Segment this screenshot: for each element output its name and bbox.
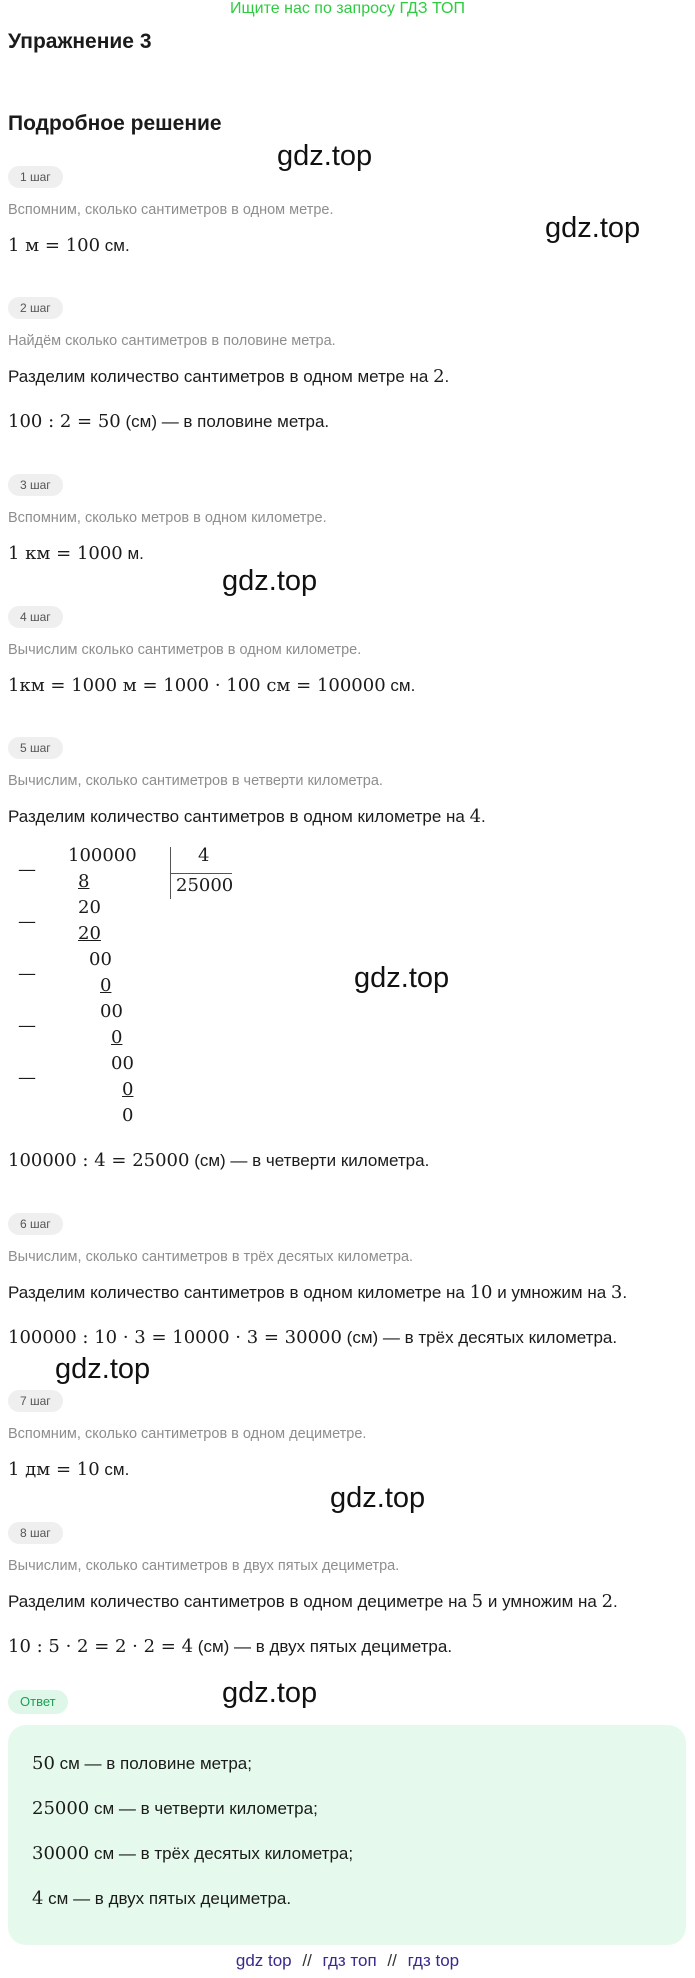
answer-item: 30000 см — в трёх десятых километра; xyxy=(32,1843,354,1864)
step-badge: 2 шаг xyxy=(8,297,63,319)
step-line: 1 дм = 10 см. xyxy=(8,1459,130,1480)
footer-separator: // xyxy=(387,1951,397,1970)
answer-item: 25000 см — в четверти километра; xyxy=(32,1798,318,1819)
footer-link[interactable]: гдз top xyxy=(407,1951,460,1970)
division-row: 0 xyxy=(100,975,112,996)
top-banner[interactable]: Ищите нас по запросу ГДЗ ТОП xyxy=(230,0,465,17)
step-line: 100000 : 10 · 3 = 10000 · 3 = 30000 (см) — в трёх десятых километра. xyxy=(8,1327,618,1348)
watermark: gdz.top xyxy=(222,1677,318,1709)
step-hint: Вычислим, сколько сантиметров в четверти километра. xyxy=(8,773,383,789)
watermark: gdz.top xyxy=(55,1353,151,1385)
division-row: 20 xyxy=(78,897,101,918)
watermark: gdz.top xyxy=(330,1482,426,1514)
footer-links xyxy=(0,1951,695,1971)
division-row: 00 xyxy=(89,949,112,970)
step-hint: Вычислим, сколько сантиметров в трёх десятых километра. xyxy=(8,1249,414,1265)
division-row: 00 xyxy=(100,1001,123,1022)
step-line: 1 км = 1000 м. xyxy=(8,543,144,564)
step-line: 10 : 5 · 2 = 2 · 2 = 4 (см) — в двух пятых дециметра. xyxy=(8,1636,453,1657)
step-hint: Вспомним, сколько метров в одном километре. xyxy=(8,510,327,526)
answer-item: 50 см — в половине метра; xyxy=(32,1753,252,1774)
dividend: 100000 xyxy=(68,845,137,866)
watermark: gdz.top xyxy=(277,140,373,172)
step-line: 100 : 2 = 50 (см) — в половине метра. xyxy=(8,411,330,432)
footer-link[interactable]: гдз топ xyxy=(322,1951,377,1970)
footer-separator: // xyxy=(302,1951,312,1970)
step-badge: 4 шаг xyxy=(8,606,63,628)
step-badge: 7 шаг xyxy=(8,1390,63,1412)
step-hint: Найдём сколько сантиметров в половине метра. xyxy=(8,333,336,349)
step-badge: 5 шаг xyxy=(8,737,63,759)
step-badge: 3 шаг xyxy=(8,474,63,496)
step-line: 100000 : 4 = 25000 (см) — в четверти километра. xyxy=(8,1150,430,1171)
watermark: gdz.top xyxy=(545,212,641,244)
division-row: 8 xyxy=(78,871,90,892)
footer-link[interactable]: gdz top xyxy=(235,1951,292,1970)
step-hint: Вспомним, сколько сантиметров в одном метре. xyxy=(8,202,334,218)
section-title: Подробное решение xyxy=(8,112,222,135)
step-line: Разделим количество сантиметров в одном дециметре на 5 и умножим на 2. xyxy=(8,1591,618,1612)
answer-item: 4 см — в двух пятых дециметра. xyxy=(32,1888,292,1909)
step-hint: Вычислим сколько сантиметров в одном километре. xyxy=(8,642,362,658)
step-badge: 1 шаг xyxy=(8,166,63,188)
answer-badge: Ответ xyxy=(8,1690,68,1714)
division-row: 0 xyxy=(122,1079,134,1100)
step-line: Разделим количество сантиметров в одном километре на 10 и умножим на 3. xyxy=(8,1282,628,1303)
step-line: Разделим количество сантиметров в одном метре на 2. xyxy=(8,366,450,387)
division-row: 00 xyxy=(111,1053,134,1074)
step-badge: 6 шаг xyxy=(8,1213,63,1235)
minus-sign: — xyxy=(18,859,36,880)
step-badge: 8 шаг xyxy=(8,1522,63,1544)
page-title: Упражнение 3 xyxy=(8,30,152,53)
minus-sign: — xyxy=(18,963,36,984)
step-line: Разделим количество сантиметров в одном километре на 4. xyxy=(8,806,486,827)
minus-sign: — xyxy=(18,1015,36,1036)
step-line: 1км = 1000 м = 1000 · 100 см = 100000 см. xyxy=(8,675,416,696)
step-hint: Вспомним, сколько сантиметров в одном дециметре. xyxy=(8,1426,367,1442)
long-division xyxy=(0,845,300,1135)
step-hint: Вычислим, сколько сантиметров в двух пятых дециметра. xyxy=(8,1558,400,1574)
division-bracket-horizontal xyxy=(170,873,232,874)
division-row: 0 xyxy=(111,1027,123,1048)
division-row: 20 xyxy=(78,923,101,944)
minus-sign: — xyxy=(18,911,36,932)
step-line: 1 м = 100 см. xyxy=(8,235,130,256)
quotient: 25000 xyxy=(176,875,234,896)
watermark: gdz.top xyxy=(222,565,318,597)
division-row: 0 xyxy=(122,1105,134,1126)
watermark: gdz.top xyxy=(354,962,450,994)
divisor: 4 xyxy=(198,845,210,866)
minus-sign: — xyxy=(18,1067,36,1088)
